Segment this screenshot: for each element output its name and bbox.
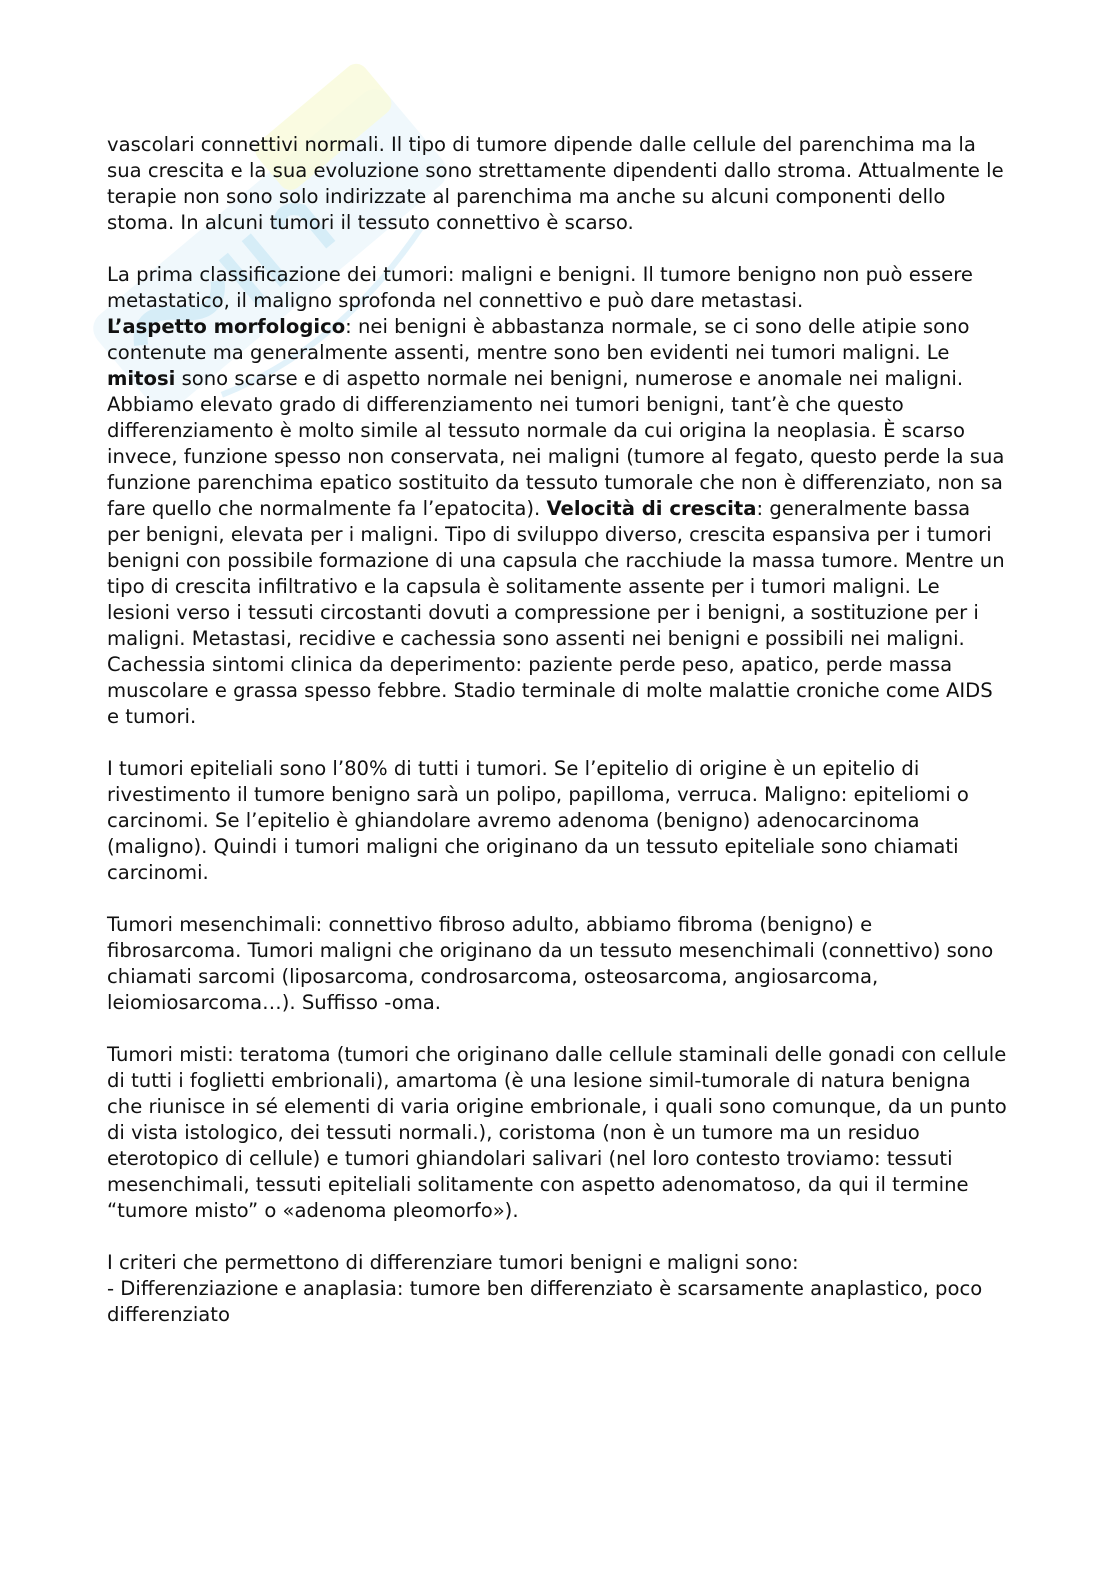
text-morphology-3: : generalmente bassa per benigni, elevata per i maligni. Tipo di sviluppo diverso, crescita espansiva per i tumori benigni con possibile formazione di una capsula che racchiude la massa tumore. Mentre un tipo di crescita infiltrativo e la capsula è solitamente assente per i tumori maligni. Le lesioni verso i tessuti circostanti dovuti a compressione per i benigni, a sostituzione per i maligni. Metastasi, recidive e cachessia sono assenti nei benigni e possibili nei maligni. Cachessia sintomi clinica da deperimento: paziente perde peso, apatico, perde massa muscolare e grassa spesso febbre. Stadio terminale di molte malattie croniche come AIDS e tumori. [107, 497, 1005, 728]
paragraph-epithelial: I tumori epiteliali sono l’80% di tutti i tumori. Se l’epitelio di origine è un epitelio di rivestimento il tumore benigno sarà un polipo, papilloma, verruca. Maligno: epiteliomi o carcinomi. Se l’epitelio è ghiandolare avremo adenoma (benigno) adenocarcinoma (maligno). Quindi i tumori maligni che originano da un tessuto epiteliale sono chiamati carcinomi. [107, 757, 969, 884]
criteria-item-1: - Differenziazione e anaplasia: tumore ben differenziato è scarsamente anaplastico, poco differenziato [107, 1277, 983, 1326]
term-velocita-crescita: Velocità di crescita [546, 497, 757, 520]
paragraph-criteria [107, 1250, 1007, 1328]
paragraph-morphology [107, 314, 1007, 730]
term-mitosi: mitosi [107, 367, 176, 390]
text-morphology-1: : nei benigni è abbastanza normale, se ci sono delle atipie sono contenute ma generalmente assenti, mentre sono ben evidenti nei tumori maligni. Le [107, 315, 970, 364]
text-morphology-2: sono scarse e di aspetto normale nei benigni, numerose e anomale nei maligni. Abbiamo elevato grado di differenziamento nei tumori benigni, tant’è che questo differenziamento è molto simile al tessuto normale da cui origina la neoplasia. È scarso invece, funzione spesso non conservata, nei maligni (tumore al fegato, questo perde la sua funzione parenchima epatico sostituito da tessuto tumorale che non è differenziato, non sa fare quello che normalmente fa l’epatocita). [107, 367, 1005, 520]
paragraph-classification: La prima classificazione dei tumori: maligni e benigni. Il tumore benigno non può essere metastatico, il maligno sprofonda nel connettivo e può dare metastasi. [107, 263, 973, 312]
document-body [107, 132, 1007, 1328]
paragraph-mixed: Tumori misti: teratoma (tumori che originano dalle cellule staminali delle gonadi con cellule di tutti i foglietti embrionali), amartoma (è una lesione simil-tumorale di natura benigna che riunisce in sé elementi di varia origine embrionale, i quali sono comunque, da un punto di vista istologico, dei tessuti normali.), coristoma (non è un tumore ma un residuo eterotopico di cellule) e tumori ghiandolari salivari (nel loro contesto troviamo: tessuti mesenchimali, tessuti epiteliali solitamente con aspetto adenomatoso, da qui il termine “tumore misto” o «adenoma pleomorfo»). [107, 1043, 1007, 1222]
paragraph-stroma: vascolari connettivi normali. Il tipo di tumore dipende dalle cellule del parenchima ma la sua crescita e la sua evoluzione sono strettamente dipendenti dallo stroma. Attualmente le terapie non sono solo indirizzate al parenchima ma anche su alcuni componenti dello stoma. In alcuni tumori il tessuto connettivo è scarso. [107, 133, 1004, 234]
term-aspetto-morfologico: L’aspetto morfologico [107, 315, 346, 338]
paragraph-mesenchymal: Tumori mesenchimali: connettivo fibroso adulto, abbiamo fibroma (benigno) e fibrosarcoma. Tumori maligni che originano da un tessuto mesenchimali (connettivo) sono chiamati sarcomi (liposarcoma, condrosarcoma, osteosarcoma, angiosarcoma, leiomiosarcoma…). Suffisso -oma. [107, 913, 994, 1014]
criteria-intro: I criteri che permettono di differenziare tumori benigni e maligni sono: [107, 1251, 799, 1274]
